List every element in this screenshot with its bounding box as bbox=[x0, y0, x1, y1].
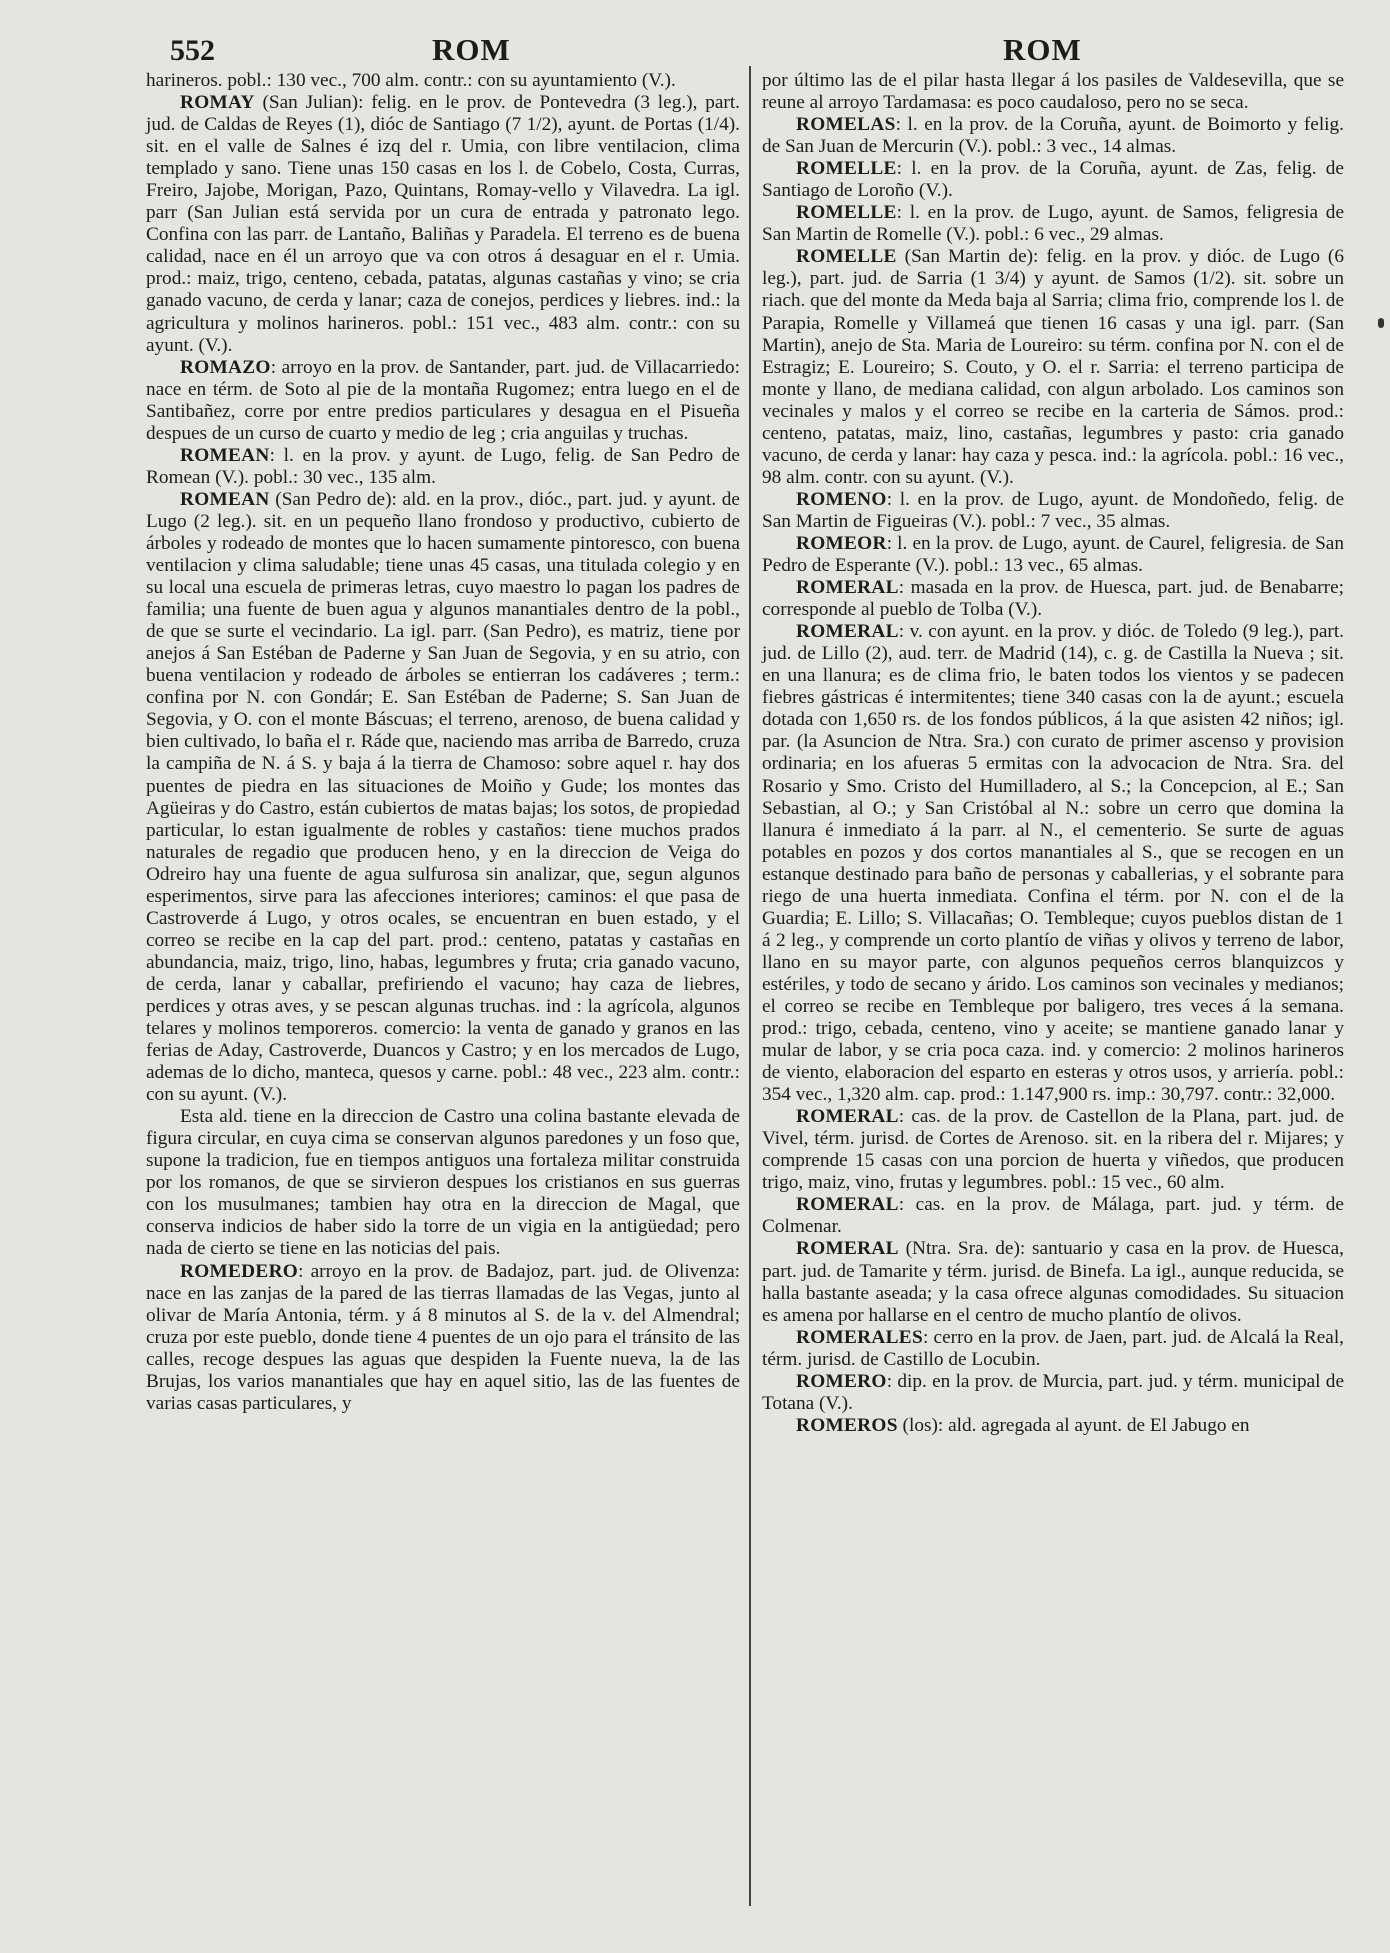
dictionary-entry bbox=[762, 489, 1344, 533]
entry-headword: ROMELAS bbox=[796, 114, 896, 136]
entry-text: : l. en la prov. de Lugo, ayunt. de Mondoñedo, felig. de San Martin de Figueiras (V.). pobl.: 7 vec., 35 almas. bbox=[762, 488, 1344, 532]
dictionary-entry bbox=[762, 158, 1344, 202]
column-divider bbox=[749, 66, 751, 1906]
dictionary-entry bbox=[146, 357, 740, 445]
entry-headword: ROMERAL bbox=[796, 621, 899, 643]
entry-headword: ROMERAL bbox=[796, 1106, 899, 1128]
page-edge-mark bbox=[1378, 318, 1384, 328]
entry-headword: ROMENO bbox=[796, 488, 887, 510]
dictionary-entry bbox=[146, 1261, 740, 1415]
right-column bbox=[762, 70, 1344, 1437]
entry-headword: ROMEAN bbox=[180, 488, 270, 510]
entry-text: (los): ald. agregada al ayunt. de El Jabugo en bbox=[897, 1414, 1250, 1436]
dictionary-entry bbox=[762, 1194, 1344, 1238]
entry-text: : masada en la prov. de Huesca, part. jud. de Benabarre; corresponde al pueblo de Tolba (V.). bbox=[762, 577, 1344, 621]
dictionary-entry bbox=[762, 577, 1344, 621]
entry-text: : l. en la prov. de Lugo, ayunt. de Samos, feligresia de San Martin de Romelle (V.). pobl.: 6 vec., 29 almas. bbox=[762, 202, 1344, 246]
dictionary-entry bbox=[762, 202, 1344, 246]
entry-headword: ROMERAL bbox=[796, 1194, 899, 1216]
entry-text: por último las de el pilar hasta llegar á los pasiles de Valdesevilla, que se reune al arroyo Tardamasa: es poco caudaloso, pero no se seca. bbox=[762, 70, 1344, 114]
dictionary-entry bbox=[762, 246, 1344, 489]
dictionary-entry bbox=[146, 1106, 740, 1260]
dictionary-entry bbox=[762, 1371, 1344, 1415]
dictionary-entry bbox=[762, 1106, 1344, 1194]
entry-headword: ROMAY bbox=[180, 92, 255, 114]
dictionary-entry bbox=[762, 533, 1344, 577]
dictionary-entry bbox=[762, 70, 1344, 114]
left-column bbox=[146, 70, 740, 1415]
page-number: 552 bbox=[170, 34, 215, 67]
entry-text: : l. en la prov. de la Coruña, ayunt. de Zas, felig. de Santiago de Loroño (V.). bbox=[762, 158, 1344, 202]
running-header-left: ROM bbox=[432, 32, 511, 67]
entry-headword: ROMERO bbox=[796, 1370, 887, 1392]
entry-headword: ROMELLE bbox=[796, 202, 897, 224]
entry-headword: ROMEAN bbox=[180, 444, 270, 466]
entry-headword: ROMEOR bbox=[796, 532, 887, 554]
entry-headword: ROMELLE bbox=[796, 158, 897, 180]
dictionary-entry bbox=[146, 70, 740, 92]
entry-headword: ROMEDERO bbox=[180, 1260, 299, 1282]
entry-text: (San Julian): felig. en le prov. de Pontevedra (3 leg.), part. jud. de Caldas de Reyes (1), dióc de Santiago (7 1/2), ayunt. de Portas (1/4). sit. en el valle de Salnes é izq del r. Umia, con libre ventilacion, clima templado y sano. Tiene unas 150 casas en los l. de Cobelo, Costa, Curras, Freiro, Jajobe, Morigan, Pazo, Quintans, Romay-vello y Vilavedra. La igl. parr (San Julian está servida por un cura de entrada y patronato lego. Confina con las parr. de Lantaño, Baliñas y Paradela. El terreno es de buena calidad, nace en él un arroyo que va con otros á desaguar en el r. Umia. prod.: maiz, trigo, centeno, cebada, patatas, algunas castañas y vino; se cria ganado vacuno, de cerda y lanar; caza de conejos, perdices y liebres. ind.: la agricultura y molinos harineros. pobl.: 151 vec., 483 alm. contr.: con su ayunt. (V.). bbox=[146, 92, 740, 356]
dictionary-entry bbox=[146, 445, 740, 489]
entry-headword: ROMERAL bbox=[796, 577, 899, 599]
entry-text: Esta ald. tiene en la direccion de Castro una colina bastante elevada de figura circular, en cuya cima se conservan algunos paredones y un foso que, supone la tradicion, fue en tiempos antiguos una fortaleza militar construida por los romanos, de que se sirvieron despues los cristianos en sus guerras con los musulmanes; tambien hay otra en la direccion de Magal, que conserva indicios de haber sido la torre de un vigia en la antigüedad; pero nada de cierto se tiene en las noticias del pais. bbox=[146, 1106, 740, 1260]
entry-text: : dip. en la prov. de Murcia, part. jud. y térm. municipal de Totana (V.). bbox=[762, 1370, 1344, 1414]
dictionary-entry bbox=[762, 114, 1344, 158]
entry-headword: ROMAZO bbox=[180, 356, 271, 378]
dictionary-entry bbox=[146, 489, 740, 1106]
entry-text: (San Martin de): felig. en la prov. y dióc. de Lugo (6 leg.), part. jud. de Sarria (1 3/4) y ayunt. de Samos (1/2). sit. sobre un riach. que del monte da Meda baja al Sarria; clima frio, comprende los l. de Parapia, Romelle y Villameá que tienen 16 casas y una igl. parr. (San Martin), anejo de Sta. Maria de Loureiro: su térm. confina por N. con el de Estragiz; E. Loureiro; S. Couto, y O. el r. Sarria: el terreno participa de monte y llano, de mediana calidad, con algun arbolado. Los caminos son vecinales y malos y el correo se recibe en la carteria de Sámos. prod.: centeno, patatas, maiz, lino, castañas, legumbres y pasto: cria ganado vacuno, de cerda y lanar: hay caza y pesca. ind.: la agrícola. pobl.: 16 vec., 98 alm. contr. con su ayunt. (V.). bbox=[762, 246, 1344, 488]
entry-text: : cas. de la prov. de Castellon de la Plana, part. jud. de Vivel, térm. jurisd. de Cortes de Arenoso. sit. en la ribera del r. Mijares; y comprende 15 casas con una porcion de huerta y viñedos, que producen trigo, maiz, vino, frutas y legumbres. pobl.: 15 vec., 60 alm. bbox=[762, 1106, 1344, 1194]
entry-text: : l. en la prov. de la Coruña, ayunt. de Boimorto y felig. de San Juan de Mercurin (V.). pobl.: 3 vec., 14 almas. bbox=[762, 114, 1344, 158]
dictionary-entry bbox=[762, 1327, 1344, 1371]
entry-headword: ROMERALES bbox=[796, 1326, 923, 1348]
entry-text: : l. en la prov. de Lugo, ayunt. de Caurel, feligresia. de San Pedro de Esperante (V.). pobl.: 13 vec., 65 almas. bbox=[762, 532, 1344, 577]
entry-text: : cas. en la prov. de Málaga, part. jud. y térm. de Colmenar. bbox=[762, 1194, 1344, 1238]
entry-headword: ROMERAL bbox=[796, 1238, 899, 1260]
dictionary-entry bbox=[762, 621, 1344, 1106]
entry-text: : cerro en la prov. de Jaen, part. jud. de Alcalá la Real, térm. jurisd. de Castillo de Locubin. bbox=[762, 1326, 1344, 1370]
entry-text: (Ntra. Sra. de): santuario y casa en la prov. de Huesca, part. jud. de Tamarite y térm. jurisd. de Binefa. La igl., aunque reducida, se halla bastante aseada; y la casa ofrece algunas comodidades. Su situacion es amena por hallarse en el centro de mucho plantío de olivos. bbox=[762, 1238, 1344, 1326]
entry-text: harineros. pobl.: 130 vec., 700 alm. contr.: con su ayuntamiento (V.). bbox=[146, 70, 676, 91]
dictionary-entry bbox=[146, 92, 740, 357]
running-header-right: ROM bbox=[1003, 32, 1082, 67]
entry-text: : arroyo en la prov. de Badajoz, part. jud. de Olivenza: nace en las zanjas de la pared de las tierras llamadas de las Vegas, junto al olivar de María Antonia, térm. y á 8 minutos al S. de la v. del Almendral; cruza por este pueblo, donde tiene 4 puentes de un ojo para el tránsito de las calles, recoge despues las aguas que despiden la Fuente nueva, la de las Brujas, los varios manantiales que hay en aquel sitio, las de las fuentes de varias casas particulares, y bbox=[146, 1260, 740, 1414]
dictionary-entry bbox=[762, 1238, 1344, 1326]
entry-text: : arroyo en la prov. de Santander, part. jud. de Villacarriedo: nace en térm. de Soto al pie de la montaña Rugomez; entra luego en el de Santibañez, corre por entre predios particulares y desagua en el Pisueña despues de un curso de cuarto y medio de leg ; cria anguilas y truchas. bbox=[146, 356, 740, 444]
entry-text: : v. con ayunt. en la prov. y dióc. de Toledo (9 leg.), part. jud. de Lillo (2), aud. terr. de Madrid (14), c. g. de Castilla la Nueva ; sit. en una llanura; es de clima frio, le baten todos los vientos y se padecen fiebres gástricas é intermitentes; tiene 340 casas con la de ayunt.; escuela dotada con 1,650 rs. de los fondos públicos, á la que asisten 42 niños; igl. par. (la Asuncion de Ntra. Sra.) con curato de primer ascenso y provision ordinaria; en los afueras 5 ermitas con la advocacion de Ntra. Sra. del Rosario y Smo. Cristo del Humilladero, al S.; la Concepcion, al E.; San Sebastian, al O.; y San Cristóbal al N.: sobre un cerro que domina la llanura é inmediato á la parr. al N., el cementerio. Se surte de aguas potables en pozos y dos cortos manantiales al S., que se recogen en un estanque destinado para baño de personas y caballerias, y el sobrante para riego de una huerta inmediata. Confina el térm. por N. con el de la Guardia; E. Lillo; S. Villacañas; O. Tembleque; cuyos pueblos distan de 1 á 2 leg., y comprende un corto plantío de viñas y olivos y terreno de labor, llano en su mayor parte, con algunos pequeños cerros blanquizcos y estériles, y todo de secano y árido. Los caminos son vecinales y medianos; el correo se recibe en Tembleque por baligero, tres veces á la semana. prod.: trigo, cebada, centeno, vino y aceite; se mantiene ganado lanar y mular de labor, y se cria poca caza. ind. y comercio: 2 molinos harineros de viento, elaboracion del esparto en esteras y otros usos, y arriería. pobl.: 354 vec., 1,320 alm. cap. prod.: 1.147,900 rs. imp.: 30,797. contr.: 32,000. bbox=[762, 621, 1344, 1106]
entry-headword: ROMEROS bbox=[796, 1414, 898, 1436]
entry-headword: ROMELLE bbox=[796, 246, 897, 268]
entry-text: : l. en la prov. y ayunt. de Lugo, felig. de San Pedro de Romean (V.). pobl.: 30 vec., 135 alm. bbox=[146, 444, 740, 488]
dictionary-entry bbox=[762, 1415, 1344, 1437]
entry-text: (San Pedro de): ald. en la prov., dióc., part. jud. y ayunt. de Lugo (2 leg.). sit. en un pequeño llano frondoso y productivo, cubierto de árboles y rodeado de montes que lo hacen sumamente pintoresco, con buena ventilacion y clima saludable; tiene unas 45 casas, una titulada colegio y en su local una escuela de primeras letras, cuyo maestro lo pagan los padres de familia; una fuente de buen agua y algunos manantiales dentro de la pobl., de que se surte el vecindario. La igl. parr. (San Pedro), es matriz, tiene por anejos á San Estéban de Paderne y San Juan de Segovia, y en su atrio, con buena ventilacion y rodeado de árboles se entierran los cadáveres ; term.: confina por N. con Gondár; E. San Estéban de Paderne; S. San Juan de Segovia, y O. con el monte Báscuas; el terreno, arenoso, de buena calidad y bien cultivado, lo baña el r. Ráde que, naciendo mas arriba de Barredo, cruza la campiña de N. á S. y baja á la tierra de Chamoso: sobre aquel r. hay dos puentes de piedra en las situaciones de Moiño y Gude; los montes das Agüeiras y do Castro, están cubiertos de matas bajas; los sotos, de propiedad particular, lo estan igualmente de robles y castaños: tiene muchos prados naturales de regadio que producen heno, y en la direccion de Veiga do Odreiro hay una fuente de agua sulfurosa sin analizar, que, segun algunos esperimentos, sirve para las afecciones interiores; caminos: el que pasa de Castroverde á Lugo, y otros ocales, se encuentran en buen estado, y el correo se recibe en la cap del part. prod.: centeno, patatas y castañas en abundancia, maiz, trigo, lino, habas, legumbres y fruta; cria ganado vacuno, de cerda, lanar y caballar, prefiriendo el vacuno; hay caza de liebres, perdices y otras aves, y se pescan algunas truchas. ind : la agrícola, algunos telares y molinos temporeros. comercio: la venta de ganado y granos en las ferias de Aday, Castroverde, Duancos y Castro; y en los mercados de Lugo, ademas de lo dicho, manteca, quesos y carne. pobl.: 48 vec., 223 alm. contr.: con su ayunt. (V.). bbox=[146, 488, 740, 1106]
